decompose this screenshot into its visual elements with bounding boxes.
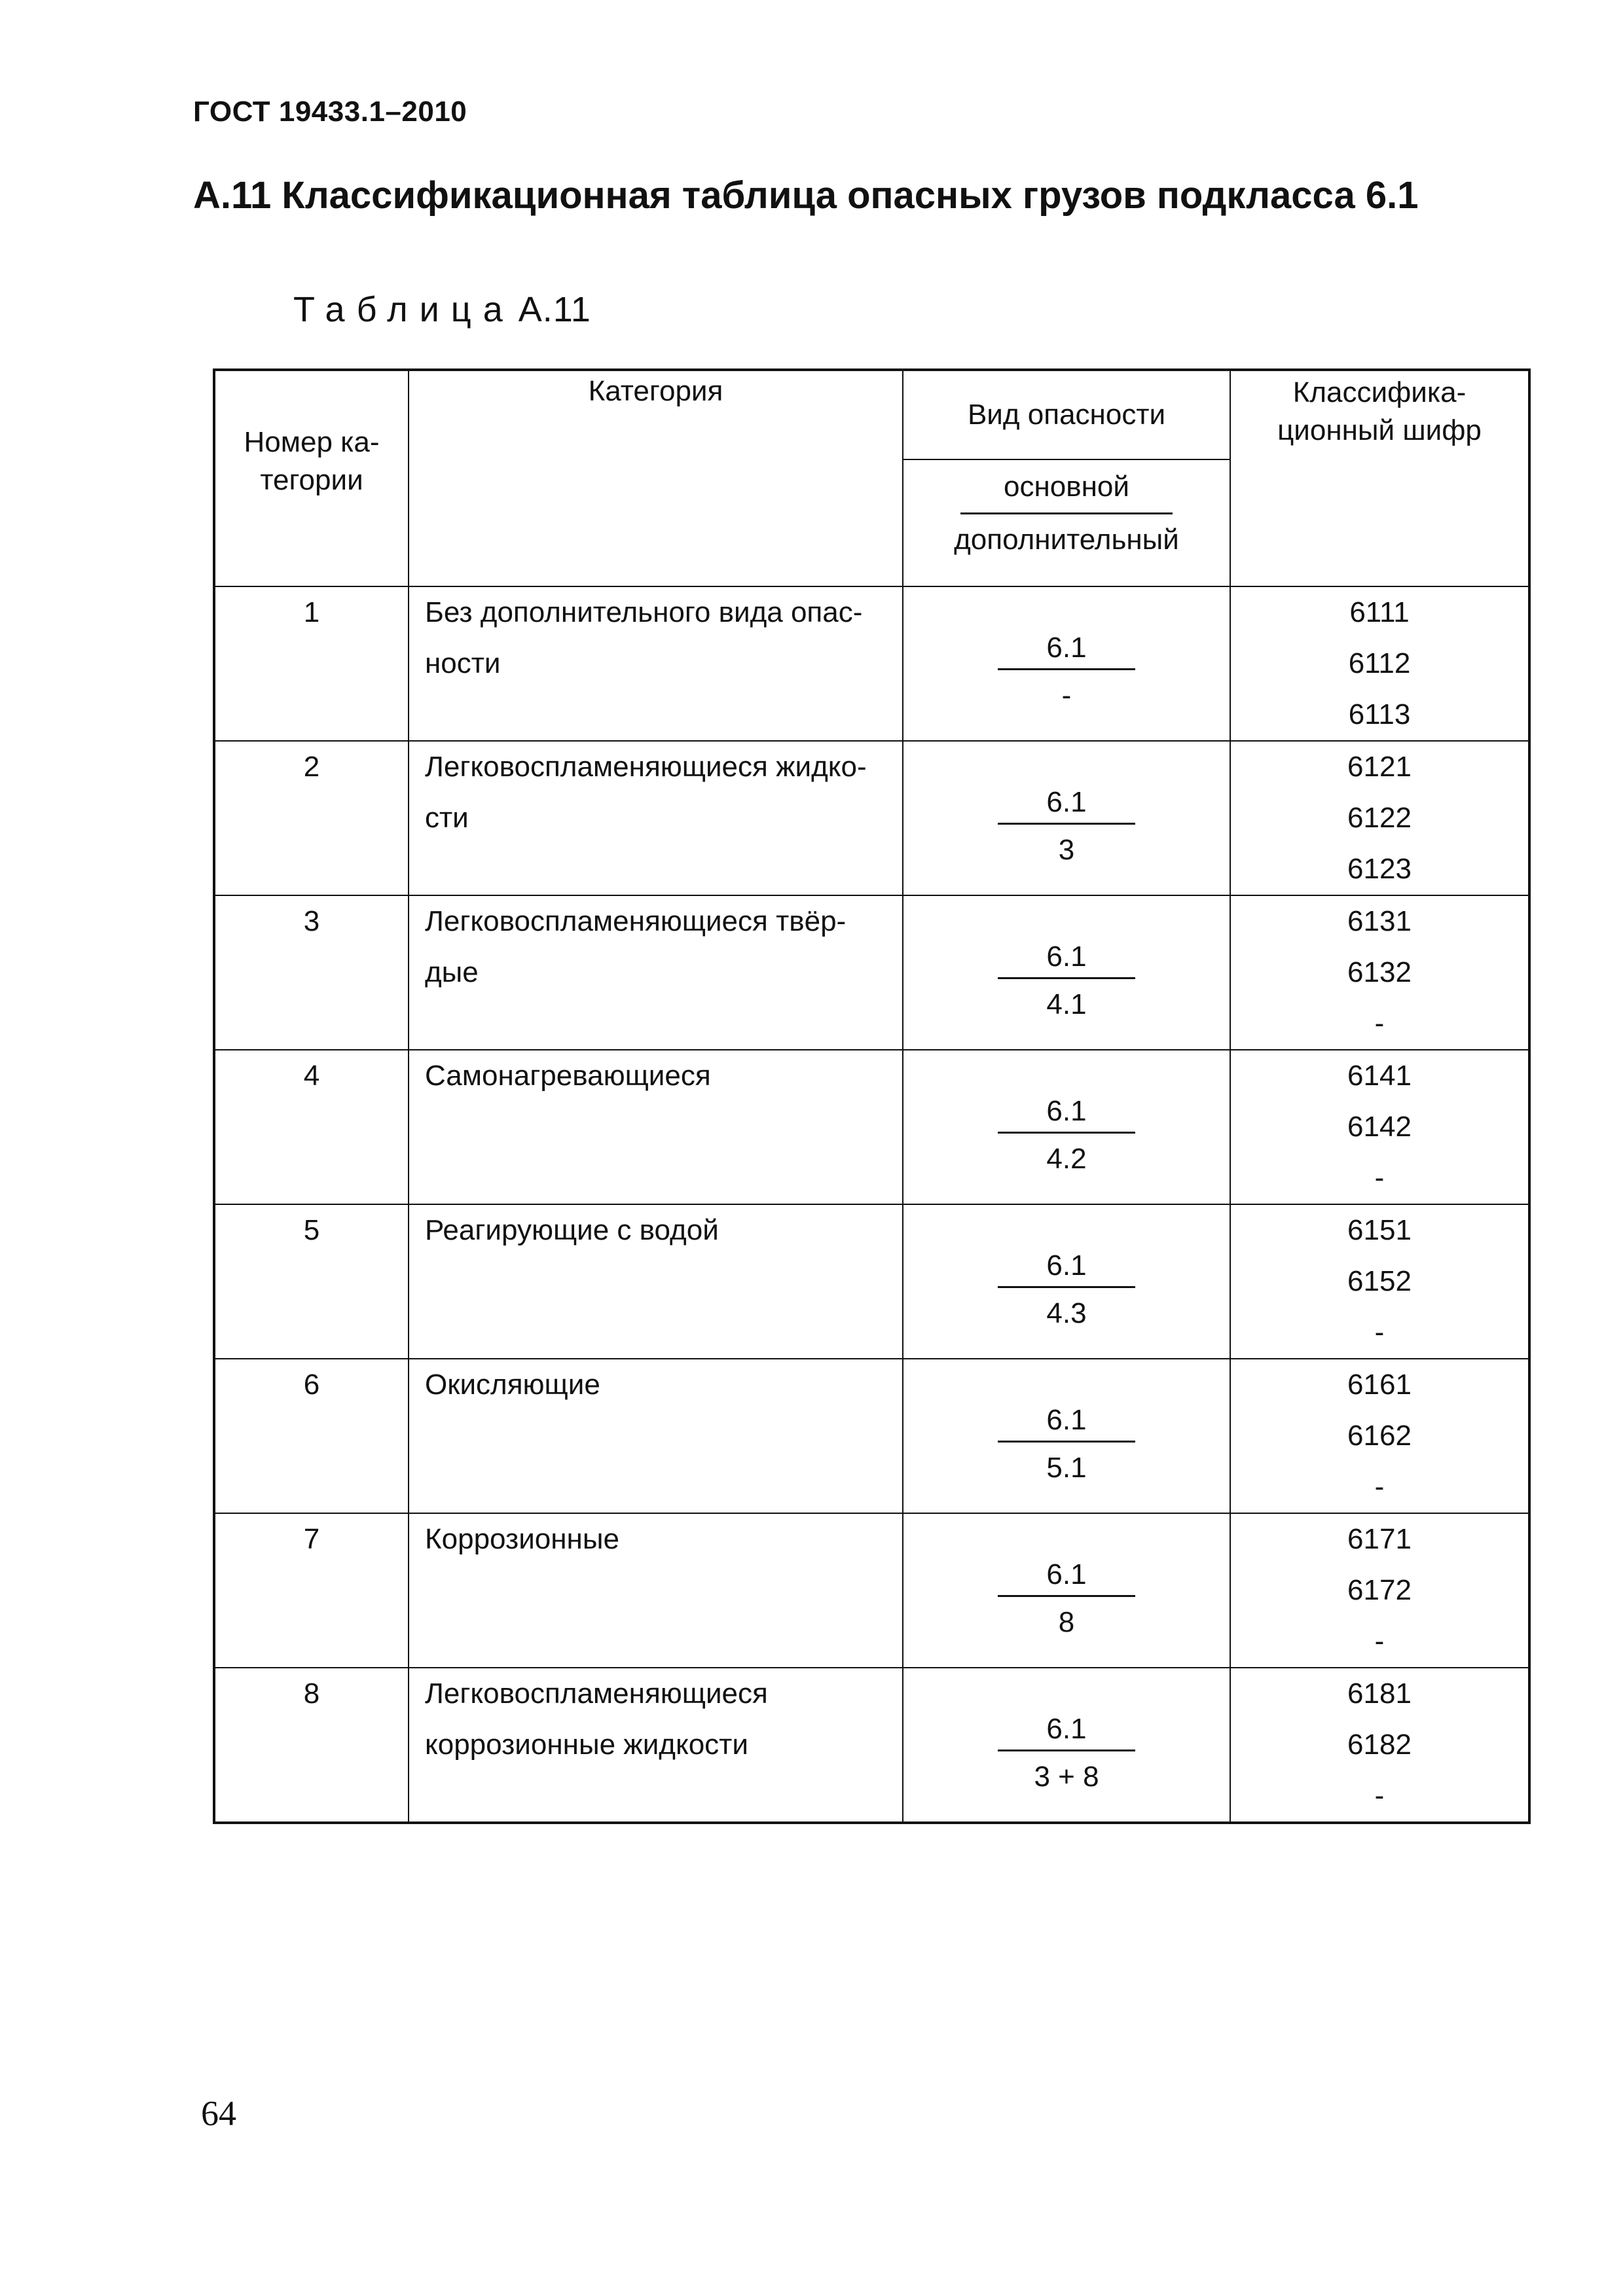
row-hazard-main: 6.1 [998,1709,1135,1751]
row-hazard-main: 6.1 [998,1091,1135,1134]
table-row [214,586,1529,741]
row-hazard-additional: 5.1 [1046,1452,1087,1484]
row-codes [1230,1513,1529,1668]
header-category [409,370,903,586]
row-category-line1: Окисляющие [425,1369,600,1401]
row-category-line2: коррозионные жидкости [425,1729,748,1761]
table-caption-id: А.11 [518,290,591,329]
row-category-line2: сти [425,802,469,834]
row-number: 7 [214,1513,409,1668]
row-code: 6151 [1347,1214,1412,1246]
header-code [1230,370,1529,586]
row-code: - [1374,1625,1385,1657]
section-title: А.11 Классификационная таблица опасных грузов подкласса 6.1 [193,174,1419,217]
header-code-line1: Классифика- [1292,376,1467,408]
row-code: 6111 [1349,596,1410,628]
row-number: 6 [214,1359,409,1513]
row-number: 2 [214,741,409,895]
header-hazard-additional: дополнительный [954,524,1179,556]
row-hazard-main: 6.1 [998,1554,1135,1597]
table-row [214,1513,1529,1668]
table-caption-word: Таблица [293,290,515,329]
row-hazard [903,586,1230,741]
row-category [409,1204,903,1359]
row-hazard-main: 6.1 [998,1400,1135,1443]
row-number: 5 [214,1204,409,1359]
row-hazard [903,741,1230,895]
header-hazard-main: основной [960,468,1173,514]
header-category-label: Категория [588,375,723,407]
row-hazard-additional: 4.2 [1046,1143,1087,1175]
row-code: 6181 [1347,1677,1412,1710]
table-row [214,1668,1529,1823]
row-category [409,1513,903,1668]
table-row [214,741,1529,895]
row-code: 6161 [1347,1369,1412,1401]
row-hazard [903,1513,1230,1668]
header-hazard [903,370,1230,586]
row-hazard [903,1050,1230,1204]
row-category [409,586,903,741]
row-category-line1: Коррозионные [425,1523,619,1555]
row-hazard [903,1359,1230,1513]
row-number: 8 [214,1668,409,1823]
table-caption [293,289,591,330]
header-number-line2: тегории [260,464,363,496]
table-row [214,1359,1529,1513]
row-code: 6182 [1347,1729,1412,1761]
row-codes [1230,586,1529,741]
row-hazard [903,895,1230,1050]
row-code: - [1374,1162,1385,1194]
row-category-line1: Легковоспламеняющиеся твёр- [425,905,847,937]
table-row [214,1204,1529,1359]
row-codes [1230,1050,1529,1204]
row-hazard-additional: 3 + 8 [1034,1761,1099,1793]
row-category-line1: Легковоспламеняющиеся [425,1677,768,1710]
table-row [214,1050,1529,1204]
row-codes [1230,895,1529,1050]
row-code: 6123 [1347,853,1412,885]
row-hazard-main: 6.1 [998,1246,1135,1288]
row-code: 6121 [1347,751,1412,783]
row-hazard-main: 6.1 [998,937,1135,979]
row-code: 6113 [1348,698,1411,730]
row-code: - [1374,1007,1385,1039]
row-category [409,1050,903,1204]
row-number: 4 [214,1050,409,1204]
row-hazard-additional: 8 [1058,1606,1075,1638]
row-codes [1230,741,1529,895]
row-category [409,1359,903,1513]
row-hazard-additional: 4.3 [1046,1297,1087,1329]
row-hazard [903,1668,1230,1823]
row-code: - [1374,1780,1385,1812]
header-number [214,370,409,586]
page-number: 64 [201,2094,236,2133]
row-hazard-additional: 4.1 [1046,988,1087,1020]
row-code: 6162 [1347,1420,1412,1452]
row-code: - [1374,1316,1385,1348]
row-code: 6112 [1348,647,1411,679]
header-hazard-label: Вид опасности [967,399,1166,431]
row-category [409,1668,903,1823]
document-code: ГОСТ 19433.1–2010 [193,96,467,128]
header-number-line1: Номер ка- [244,426,380,458]
row-category [409,741,903,895]
row-category-line1: Реагирующие с водой [425,1214,719,1246]
row-number: 1 [214,586,409,741]
row-code: 6131 [1347,905,1412,937]
row-code: 6171 [1347,1523,1412,1555]
row-hazard-main: 6.1 [998,628,1135,670]
row-category-line1: Легковоспламеняющиеся жидко- [425,751,867,783]
row-code: 6172 [1347,1574,1412,1606]
row-hazard [903,1204,1230,1359]
row-code: 6122 [1347,802,1412,834]
row-hazard-additional: 3 [1058,834,1075,866]
row-codes [1230,1204,1529,1359]
row-category [409,895,903,1050]
hazard-classification-table [213,368,1531,1824]
row-category-line2: ности [425,647,501,679]
row-codes [1230,1359,1529,1513]
row-code: - [1374,1471,1385,1503]
table-header-row [214,370,1529,586]
row-code: 6152 [1347,1265,1412,1297]
header-hazard-fraction [903,459,1230,584]
row-codes [1230,1668,1529,1823]
row-code: 6132 [1347,956,1412,988]
row-number: 3 [214,895,409,1050]
row-category-line1: Без дополнительного вида опас- [425,596,863,628]
row-category-line1: Самонагревающиеся [425,1060,711,1092]
row-hazard-main: 6.1 [998,782,1135,825]
row-code: 6141 [1347,1060,1412,1092]
row-code: 6142 [1347,1111,1412,1143]
header-code-line2: ционный шифр [1277,414,1482,446]
row-category-line2: дые [425,956,479,988]
table-row [214,895,1529,1050]
row-hazard-additional: - [1061,679,1072,711]
